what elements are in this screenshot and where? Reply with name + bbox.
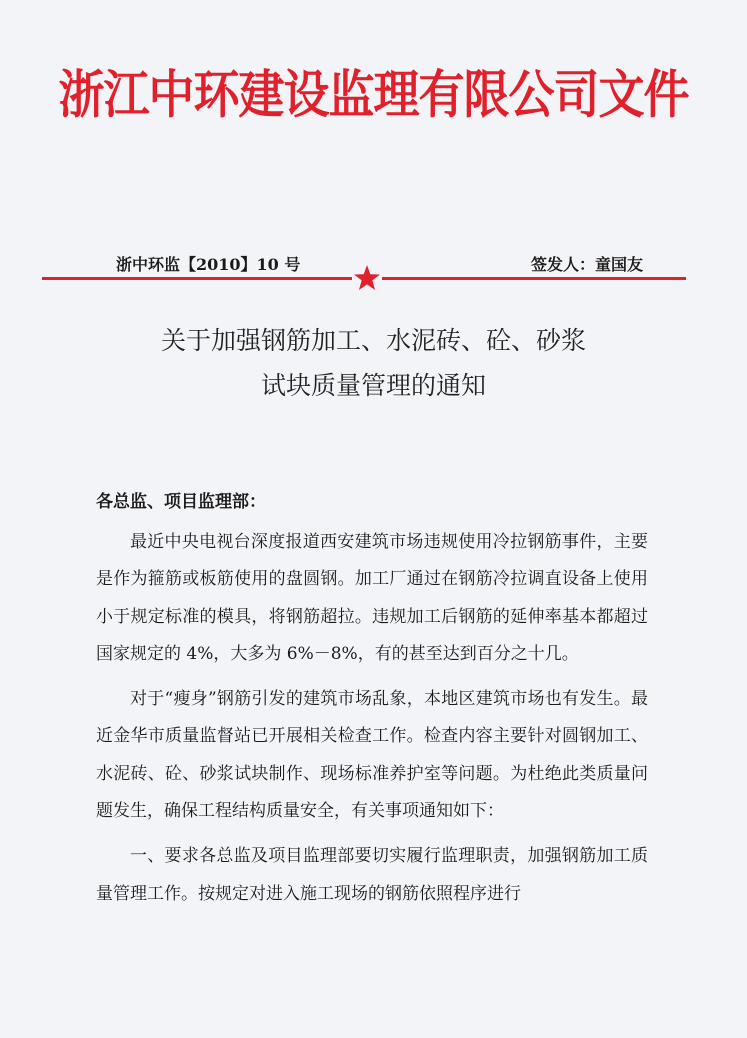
notice-title-line-1: 关于加强钢筋加工、水泥砖、砼、砂浆 bbox=[160, 326, 586, 355]
notice-title-line-2: 试块质量管理的通知 bbox=[260, 371, 486, 400]
red-rule-left bbox=[42, 277, 352, 280]
paragraph: 一、要求各总监及项目监理部要切实履行监理职责，加强钢筋加工质量管理工作。按规定对进入施工现场的钢筋依照程序进行 bbox=[96, 846, 648, 904]
salutation: 各总监、项目监理部： bbox=[96, 492, 266, 512]
body-text bbox=[96, 524, 648, 913]
letterhead-title: 浙江中环建设监理有限公司文件 bbox=[58, 64, 689, 125]
document-number: 浙中环监【2010】10 号 bbox=[116, 255, 301, 274]
red-rule-right bbox=[382, 277, 686, 280]
star-icon bbox=[353, 264, 381, 292]
paragraph: 最近中央电视台深度报道西安建筑市场违规使用冷拉钢筋事件，主要是作为箍筋或板筋使用的盘圆钢。加工厂通过在钢筋冷拉调直设备上使用小于规定标准的模具，将钢筋超拉。违规加工后钢筋的延伸率基本都超过国家规定的 4%，大多为 6%－8%，有的甚至达到百分之十几。 bbox=[96, 532, 648, 664]
paragraph: 对于“瘦身”钢筋引发的建筑市场乱象，本地区建筑市场也有发生。最近金华市质量监督站已开展相关检查工作。检查内容主要针对圆钢加工、水泥砖、砼、砂浆试块制作、现场标准养护室等问题。为杜绝此类质量问题发生，确保工程结构质量安全，有关事项通知如下： bbox=[96, 689, 648, 822]
issuer-signature: 签发人：童国友 bbox=[530, 255, 643, 274]
